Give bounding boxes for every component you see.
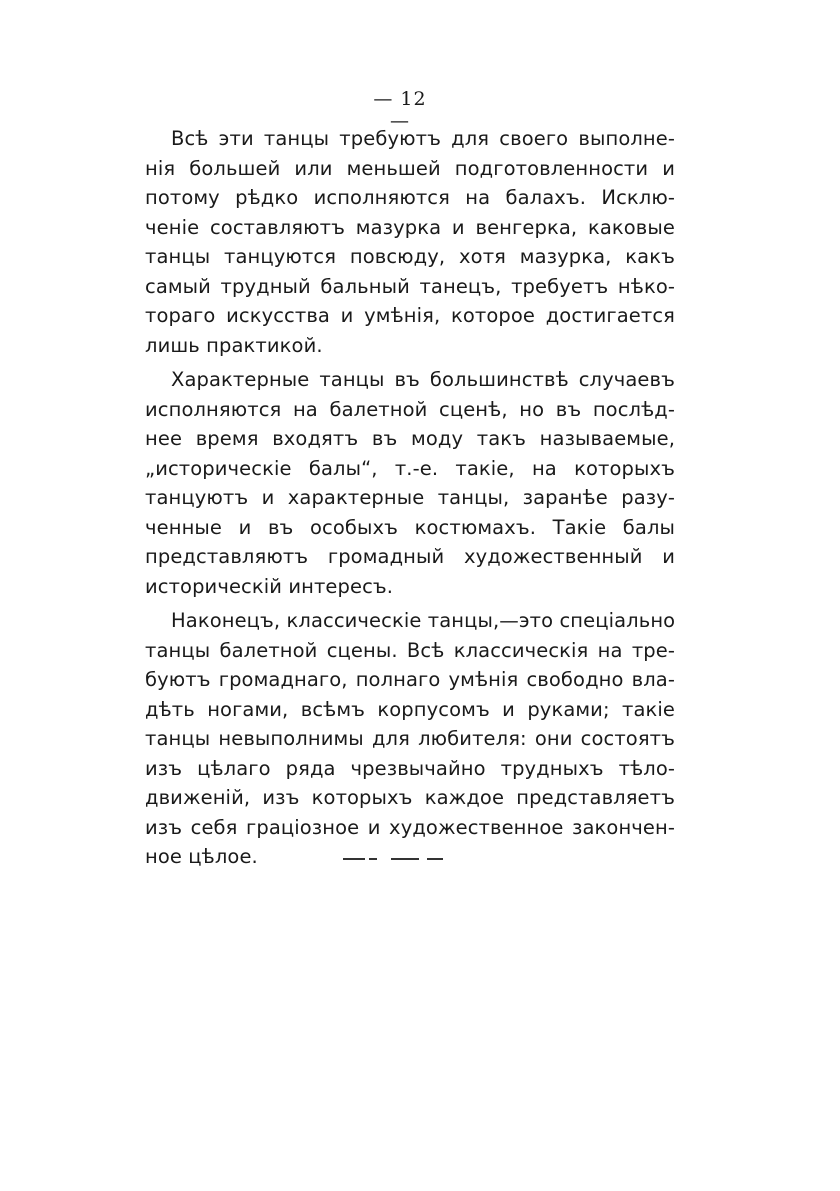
- text-line: нія большей или меньшей подготовленности и: [145, 156, 675, 180]
- text-line: танцуютъ и характерные танцы, заранѣе разу-: [145, 486, 675, 509]
- text-line: нее время входятъ въ моду такъ называемые,: [145, 427, 675, 450]
- text-line: танцы балетной сцены. Всѣ классическія на тре-: [145, 638, 675, 662]
- text-line: буютъ громаднаго, полнаго умѣнія свободно вла-: [145, 668, 675, 691]
- text-line: ченіе составляютъ мазурка и венгерка, каковые: [145, 215, 675, 239]
- text-line: ное цѣлое.: [145, 845, 258, 868]
- text-line: движеній, изъ которыхъ каждое представляетъ: [145, 786, 675, 809]
- text-line: Всѣ эти танцы требуютъ для своего выполне-: [171, 127, 675, 150]
- text-line: Наконецъ, классическіе танцы,—это спеціально: [171, 609, 676, 632]
- text-line: танцы невыполнимы для любителя: они состоятъ: [145, 727, 675, 750]
- paragraph-2: [145, 365, 675, 601]
- end-of-section-rule: [343, 857, 443, 861]
- text-line: изъ себя граціозное и художественное закончен-: [145, 815, 675, 839]
- text-line: лишь практикой.: [145, 333, 323, 357]
- text-line: исполняются на балетной сценѣ, но въ послѣд-: [145, 397, 675, 421]
- body-text: [145, 124, 675, 872]
- text-line: ченные и въ особыхъ костюмахъ. Такіе балы: [145, 515, 675, 539]
- text-line: самый трудный бальный танецъ, требуетъ нѣко-: [145, 274, 675, 298]
- paragraph-3: [145, 606, 675, 872]
- text-line: историческій интересъ.: [145, 574, 394, 598]
- text-line: „историческіе балы“, т.-е. такіе, на которыхъ: [145, 456, 675, 480]
- page-number: — 12 —: [373, 88, 427, 132]
- text-line: представляютъ громадный художественный и: [145, 545, 675, 568]
- paragraph-1: [145, 124, 675, 360]
- text-line: Характерные танцы въ большинствѣ случаевъ: [171, 368, 675, 391]
- text-line: дѣть ногами, всѣмъ корпусомъ и руками; такіе: [145, 697, 675, 721]
- text-line: тораго искусства и умѣнія, которое достигается: [145, 304, 675, 327]
- text-line: изъ цѣлаго ряда чрезвычайно трудныхъ тѣло-: [145, 756, 675, 780]
- text-line: танцы танцуются повсюду, хотя мазурка, какъ: [145, 245, 675, 268]
- text-line: потому рѣдко исполняются на балахъ. Исклю-: [145, 186, 675, 209]
